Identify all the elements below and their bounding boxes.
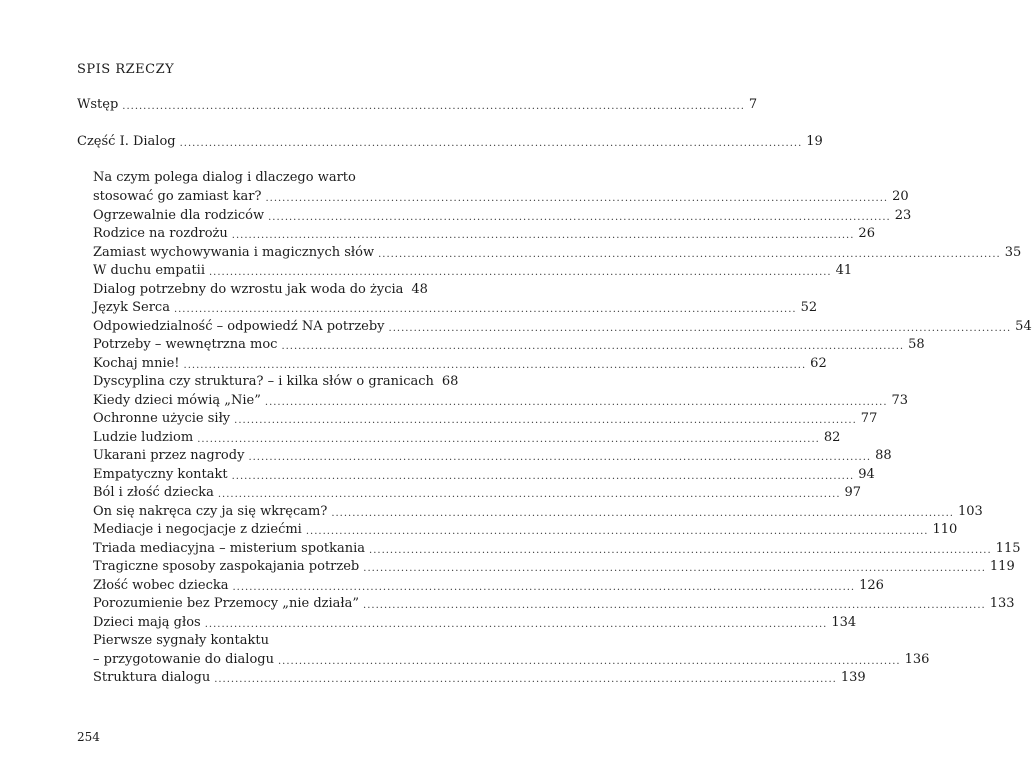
toc-entry-page: 54 [1015,318,1032,334]
toc-entry-page: 73 [891,392,909,408]
toc-entry-page: 82 [823,429,841,445]
toc-entry-title: Rodzice na rozdrożu [93,226,228,241]
toc-entry-title: Triada mediacyjna – misterium spotkania [93,540,366,556]
toc-entry-page: 97 [844,485,862,500]
toc-entry-title: Język Serca [93,300,170,315]
toc-entry [93,669,866,687]
toc-entry-page: 110 [932,522,958,537]
toc-entry-page: 19 [806,134,823,149]
toc-entry-title: Zamiast wychowywania i magicznych słów [93,244,375,260]
toc-leader-dots: ..................................................................................................................................................... [265,193,889,204]
toc-leader-dots: ..................................................................................................................................................... [363,600,986,611]
toc-entry-title: Ochronne użycie siły [93,411,231,426]
toc-entry-title: Kiedy dzieci mówią „Nie” [93,392,261,408]
toc-leader-dots: ..................................................................................................................................................... [268,211,891,223]
toc-entry [93,595,1015,613]
toc-entry-title: Ogrzewalnie dla rodziców [93,207,265,223]
page-heading: SPIS RZECZY [77,62,175,77]
toc-entry-page: 115 [995,540,1021,556]
toc-entry-title: stosować go zamiast kar? [93,189,262,204]
toc-leader-dots: ..................................................................................................................................................... [378,248,1001,260]
toc-entry-page: 126 [859,577,884,593]
toc-entry-title: Dyscyplina czy struktura? – i kilka słów o granicach [93,374,434,389]
toc-entry [93,614,857,632]
toc-leader-dots: ..................................................................................................................................................... [305,526,929,537]
toc-entry [93,503,983,521]
toc-entry [93,262,853,280]
toc-entry [93,540,1021,558]
toc-entry-title: Tragiczne sposoby zaspokajania potrzeb [93,559,360,574]
toc-entry [93,188,909,206]
toc-leader-dots: ..................................................................................................................................................... [122,101,745,112]
toc-entry-title: Część I. Dialog [77,134,176,149]
toc-entry [93,225,875,243]
toc-entry-intro [77,96,758,114]
toc-entry [93,466,875,484]
toc-entry-page: 7 [748,97,758,112]
toc-entry [93,244,1022,262]
toc-entry-title: Kochaj mnie! [93,355,180,371]
toc-entry-part1 [77,133,823,151]
toc-entry-page: 62 [810,355,827,371]
toc-entry-page: 134 [831,614,857,630]
toc-entry-title: W duchu empatii [93,263,205,278]
toc-entry-page: 88 [875,448,892,463]
toc-entry [93,484,862,502]
toc-leader-dots: ..................................................................................................................................................... [204,618,828,630]
toc-leader-dots: ..................................................................................................................................................... [388,322,1012,334]
toc-entry [93,299,818,317]
toc-leader-dots: ..................................................................................................................................................... [264,396,888,408]
toc-entry [93,447,892,465]
toc-leader-dots: ..................................................................................................................................................... [232,581,856,593]
toc-leader-dots: ..................................................................................................................................................... [231,230,855,241]
toc-entry [93,281,427,299]
toc-entry-title: Złość wobec dziecka [93,577,229,593]
toc-entry-continuation: Na czym polega dialog i dlaczego warto [93,170,356,185]
toc-leader-dots: ..................................................................................................................................................... [179,138,803,149]
toc-leader-dots: ..................................................................................................................................................... [281,341,905,352]
toc-leader-dots: ..................................................................................................................................................... [248,452,872,463]
toc-entry-page: 139 [840,670,866,685]
toc-entry-title: Empatyczny kontakt [93,466,228,482]
toc-entry-page: 77 [860,411,878,426]
toc-entry-page: 26 [858,226,875,241]
toc-leader-dots: ..................................................................................................................................................... [363,563,986,574]
toc-entry-title: Ludzie ludziom [93,429,194,445]
toc-leader-dots: ..................................................................................................................................................... [369,544,992,556]
toc-leader-dots: ..................................................................................................................................................... [277,655,901,667]
toc-entry-page: 20 [892,189,909,204]
toc-entry [93,336,925,354]
toc-entry-page: 52 [800,300,818,315]
toc-leader-dots: ..................................................................................................................................................... [234,415,857,426]
toc-leader-dots: ..................................................................................................................................................... [214,674,837,685]
toc-entry [93,318,1032,336]
toc-entry-title: Porozumienie bez Przemocy „nie działa” [93,596,360,611]
toc-entry [93,651,930,669]
toc-leader-dots: ..................................................................................................................................................... [331,507,954,519]
toc-entry [93,577,884,595]
toc-entry [93,207,912,225]
toc-entry-page: 41 [835,263,853,278]
toc-entry-title: Dialog potrzebny do wzrostu jak woda do życia [93,281,404,297]
toc-leader-dots: ..................................................................................................................................................... [197,433,820,445]
toc-leader-dots: ..................................................................................................................................................... [208,267,832,278]
toc-entry [93,355,827,373]
toc-entry-page: 94 [858,466,875,482]
toc-entry-title: Potrzeby – wewnętrzna moc [93,337,278,352]
toc-entry [93,392,909,410]
toc-entry-page: 58 [908,337,925,352]
toc-entry-title: Odpowiedzialność – odpowiedź NA potrzeby [93,318,385,334]
toc-leader-dots: ..................................................................................................................................................... [231,470,855,482]
toc-entry-page: 48 [411,281,428,297]
toc-leader-dots: ..................................................................................................................................................... [183,359,807,371]
toc-leader-dots: ..................................................................................................................................................... [217,489,841,500]
toc-entry-title: Ból i złość dziecka [93,485,214,500]
toc-entry [93,373,459,391]
toc-entry-title: Ukarani przez nagrody [93,448,245,463]
toc-entry [93,558,1015,576]
toc-entry-page: 23 [894,207,912,223]
toc-entry [93,410,878,428]
toc-entry [93,521,958,539]
toc-entry-page: 68 [441,374,459,389]
toc-entry [93,429,841,447]
toc-entry-page: 133 [989,596,1015,611]
toc-leader-dots: ..................................................................................................................................................... [173,304,797,315]
toc-entry-title: Dzieci mają głos [93,614,201,630]
toc-entry-title: Struktura dialogu [93,670,211,685]
toc-entry-title: Wstęp [77,97,119,112]
toc-entry-title: Mediacje i negocjacje z dziećmi [93,522,302,537]
toc-entry-page: 103 [957,503,983,519]
toc-entry-title: On się nakręca czy ja się wkręcam? [93,503,328,519]
toc-entry-title: – przygotowanie do dialogu [93,651,274,667]
toc-entry-page: 136 [904,651,930,667]
toc-entry-page: 119 [989,559,1015,574]
page-number: 254 [77,730,100,744]
toc-entry-continuation: Pierwsze sygnały kontaktu [93,633,269,648]
toc-entry-page: 35 [1004,244,1022,260]
